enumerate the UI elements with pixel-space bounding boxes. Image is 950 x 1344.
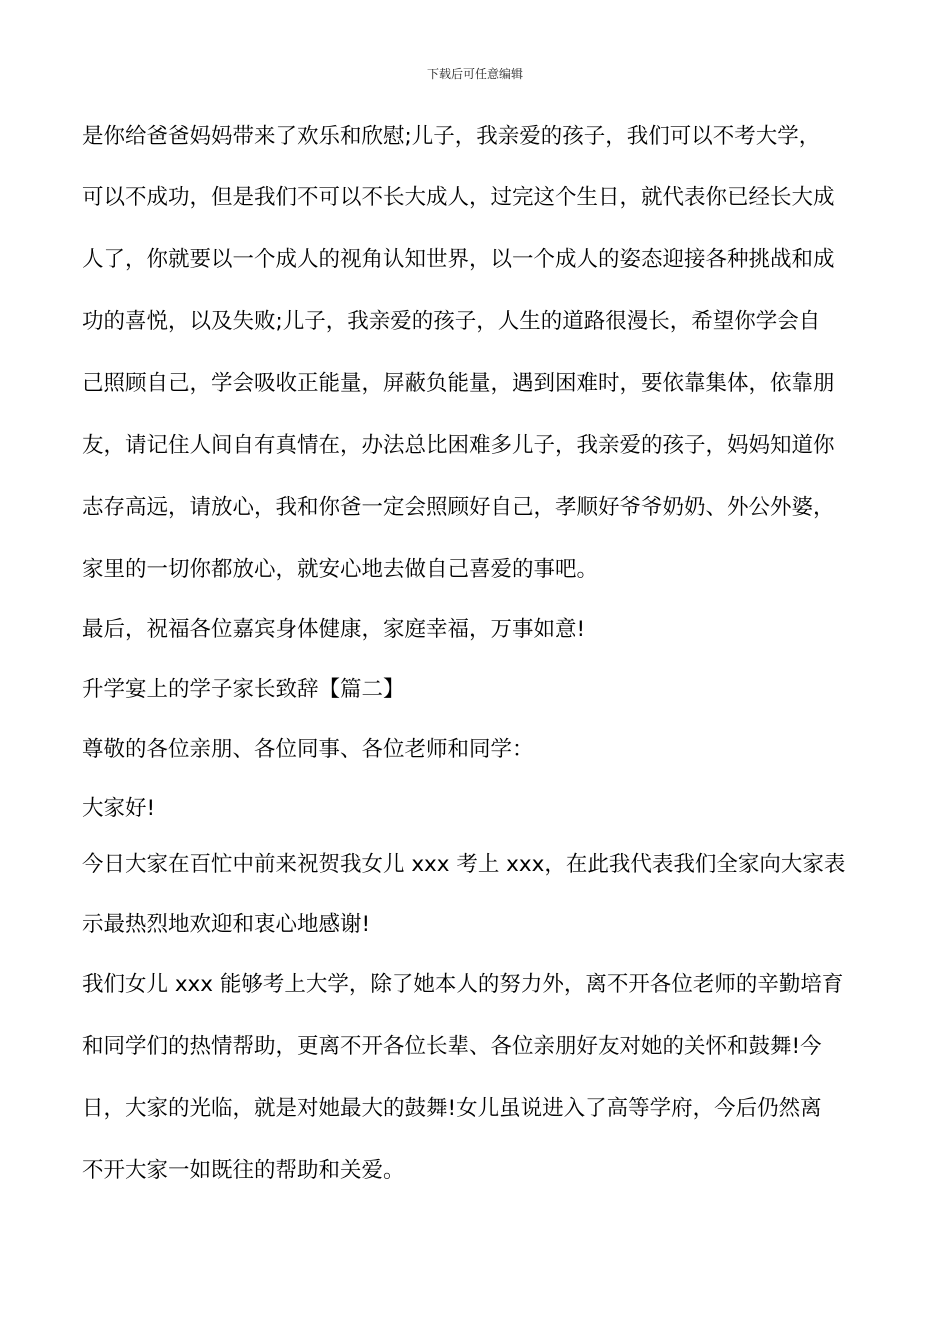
text-line: 和同学们的热情帮助，更离不开各位长辈、各位亲朋好友对她的关怀和鼓舞!今 bbox=[82, 1034, 822, 1059]
page-header-note: 下载后可任意编辑 bbox=[426, 67, 523, 81]
text-line: 今日大家在百忙中前来祝贺我女儿 xxx 考上 xxx，在此我代表我们全家向大家表 bbox=[82, 852, 846, 877]
closing-line: 最后，祝福各位嘉宾身体健康，家庭幸福，万事如意! bbox=[82, 617, 586, 642]
text-line: 日，大家的光临，就是对她最大的鼓舞!女儿虽说进入了高等学府，今后仍然离 bbox=[82, 1096, 822, 1121]
text-line: 己照顾自己，学会吸收正能量，屏蔽负能量，遇到困难时，要依靠集体，依靠朋 bbox=[82, 371, 835, 396]
text-line: 功的喜悦，以及失败;儿子，我亲爱的孩子，人生的道路很漫长，希望你学会自 bbox=[82, 309, 821, 334]
text-line: 友，请记住人间自有真情在，办法总比困难多儿子，我亲爱的孩子，妈妈知道你 bbox=[82, 433, 835, 458]
greeting: 大家好! bbox=[82, 796, 156, 821]
text-line: 人了，你就要以一个成人的视角认知世界，以一个成人的姿态迎接各种挑战和成 bbox=[82, 247, 835, 272]
salutation: 尊敬的各位亲朋、各位同事、各位老师和同学： bbox=[82, 737, 534, 762]
section-title: 升学宴上的学子家长致辞【篇二】 bbox=[82, 677, 405, 702]
text-line: 我们女儿 xxx 能够考上大学，除了她本人的努力外，离不开各位老师的辛勤培育 bbox=[82, 972, 844, 997]
text-line: 家里的一切你都放心，就安心地去做自己喜爱的事吧。 bbox=[82, 557, 599, 582]
text-line: 是你给爸爸妈妈带来了欢乐和欣慰;儿子，我亲爱的孩子，我们可以不考大学， bbox=[82, 124, 821, 149]
text-line: 示最热烈地欢迎和衷心地感谢! bbox=[82, 912, 371, 937]
text-line: 不开大家一如既往的帮助和关爱。 bbox=[82, 1158, 405, 1183]
text-line: 可以不成功，但是我们不可以不长大成人，过完这个生日，就代表你已经长大成 bbox=[82, 185, 835, 210]
text-line: 志存高远，请放心，我和你爸一定会照顾好自己，孝顺好爷爷奶奶、外公外婆， bbox=[82, 495, 835, 520]
